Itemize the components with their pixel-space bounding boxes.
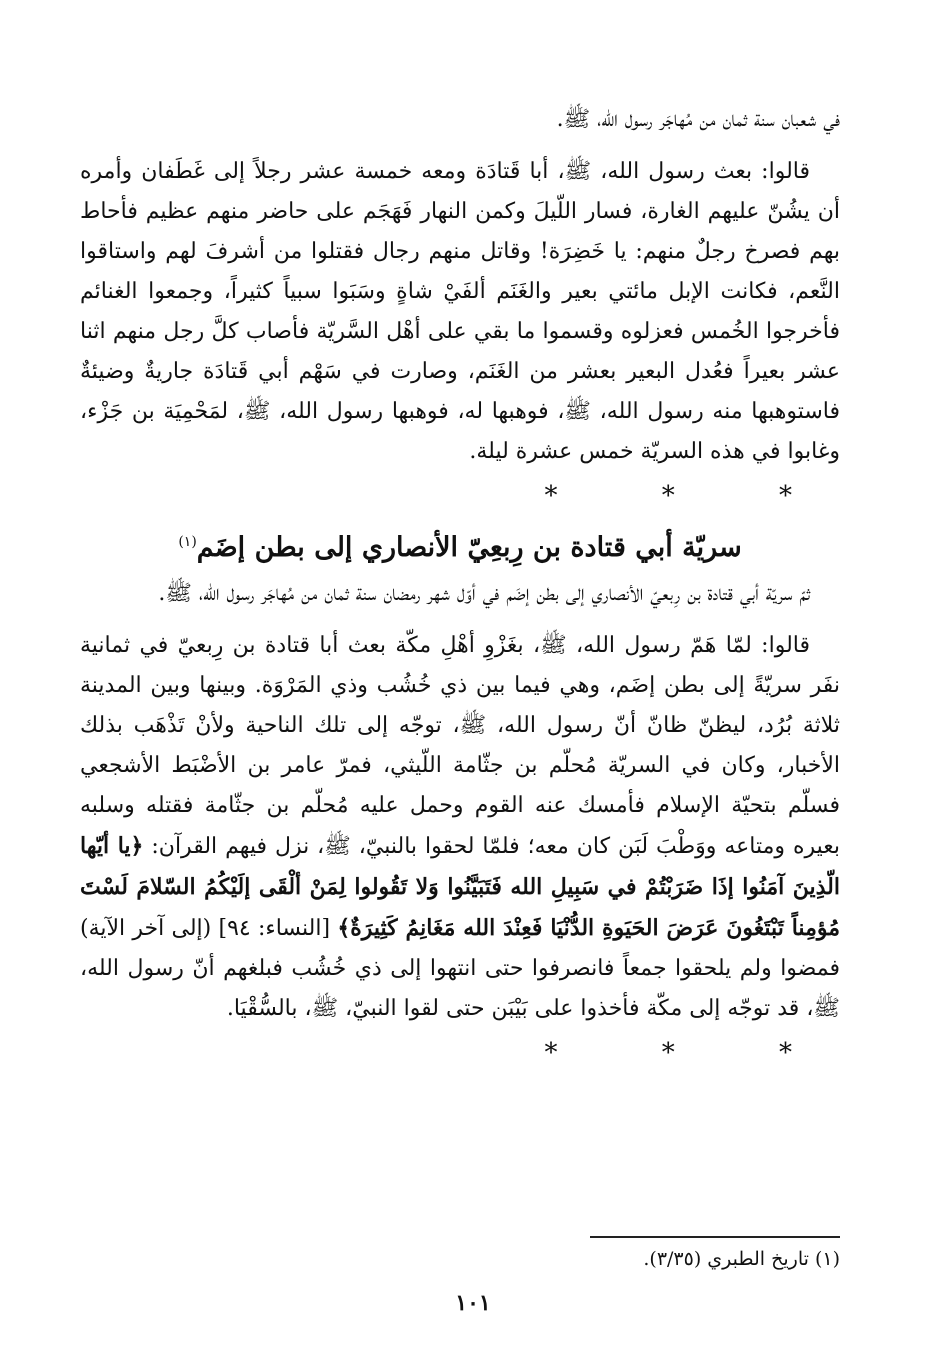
page-body bbox=[80, 100, 840, 1073]
paragraph-shaban: في شعبان سنة ثمان من مُهاجَر رسول الله، ﷺ. bbox=[556, 107, 840, 132]
section-heading-text: سريّة أبي قتادة بن رِبعِيّ الأنصاري إلى بطن إضَم bbox=[196, 532, 742, 563]
paragraph-abu-qatada-ghatafan: قالوا: بعث رسول الله، ﷺ، أبا قَتادَة ومعه خمسة عشر رجلاً إلى غَطَفان وأمره أن يشُنّ عليهم الغارة، فسار اللّيلَ وكمن النهار فَهَجَم على حاضر منهم عظيم فأحاط بهم فصرخ رجلٌ منهم: يا خَضِرَة! وقاتل منهم رجال فقتلوا من أشرفَ لهم واستاقوا النَّعم، فكانت الإبل مائتي بعير والغَنَم ألفَيْ شاةٍ وسَبَوا سبياً كثيراً، وجمعوا الغنائم فأخرجوا الخُمس فعزلوه وقسموا ما بقي على أهْل السَّريّة فأصاب كلَّ رجل منهم اثنا عشر بعيراً فعُدل البعير بعشر من الغَنَم، وصارت في سَهْم أبي قَتادَة جاريةٌ وضيئةٌ فاستوهبها منه رسول الله، ﷺ، فوهبها له، فوهبها رسول الله، ﷺ، لمَحْمِيَة بن جَزْء، وغابوا في هذه السريّة خمس عشرة ليلة. bbox=[80, 159, 840, 464]
page-number: ١٠١ bbox=[455, 1290, 491, 1316]
section-separator: * * * bbox=[544, 481, 840, 511]
quran-verse: ﴿يا أيّها الّذِينَ آمَنُوا إذَا ضَرَبْتُمْ في سَبِيلِ الله فَتَبَيَّنُوا وَلا تَقُولوا لِمَنْ ألْقَى إلَيْكُمُ السّلامَ لَسْتَ مُؤمِناً تَبْتَغُونَ عَرَضَ الحَيَوةِ الدُّنْيَا فَعِنْدَ الله مَغَانِمُ كَثِيرَةٌ﴾ bbox=[80, 833, 840, 941]
section-heading bbox=[80, 516, 840, 574]
footnote-marker: (١) bbox=[178, 534, 197, 550]
paragraph-batn-idam-intro: ثمّ سريّة أبي قتادة بن رِبعيّ الأنصاري إلى بطن إضَم في أوّل شهر رمضان سنة ثمان من مُهاجَر رسول الله، ﷺ. bbox=[158, 581, 810, 606]
story-text: قالوا: لمّا هَمّ رسول الله، ﷺ، بغَزْوِ أهْلِ مكّة بعث أبا قتادة بن رِبعيّ في ثمانية نفَر سريّةً إلى بطن إضَم، وهي فيما بين ذي خُشُب وذي المَرْوَة. وبينها وبين المدينة ثلاثة بُرُد، ليظنّ ظانّ أنّ رسول الله، ﷺ، توجّه إلى تلك الناحية ولأنْ تَذْهَب بذلك الأخبار، وكان في السريّة مُحلّم بن جثّامة اللّيثي، فمرّ عامر بن الأضْبَط الأشجعي فسلّم بتحيّة الإسلام فأمسك عنه القوم وحمل عليه مُحلّم بن جثّامة فقتله وسلبه بعيره ومتاعه ووَطْبَ لَبَن كان معه؛ فلمّا لحقوا بالنبيّ، ﷺ، نزل فيهم القرآن: bbox=[80, 633, 840, 859]
footnote: (١) تاريخ الطبري (٣/٣٥). bbox=[643, 1248, 840, 1270]
footnote-divider bbox=[590, 1236, 840, 1238]
section-separator-end: * * * bbox=[544, 1038, 840, 1068]
paragraph-batn-idam-story bbox=[80, 626, 840, 1029]
story-continuation: [النساء: ٩٤] (إلى آخر الآية) فمضوا ولم يلحقوا جمعاً فانصرفوا حتى انتهوا إلى ذي خُشُب فبلغهم أنّ رسول الله، ﷺ، قد توجّه إلى مكّة فأخذوا على بَيْبَن حتى لقوا النبيّ، ﷺ، بالسُّقْيَا. bbox=[80, 916, 840, 1021]
